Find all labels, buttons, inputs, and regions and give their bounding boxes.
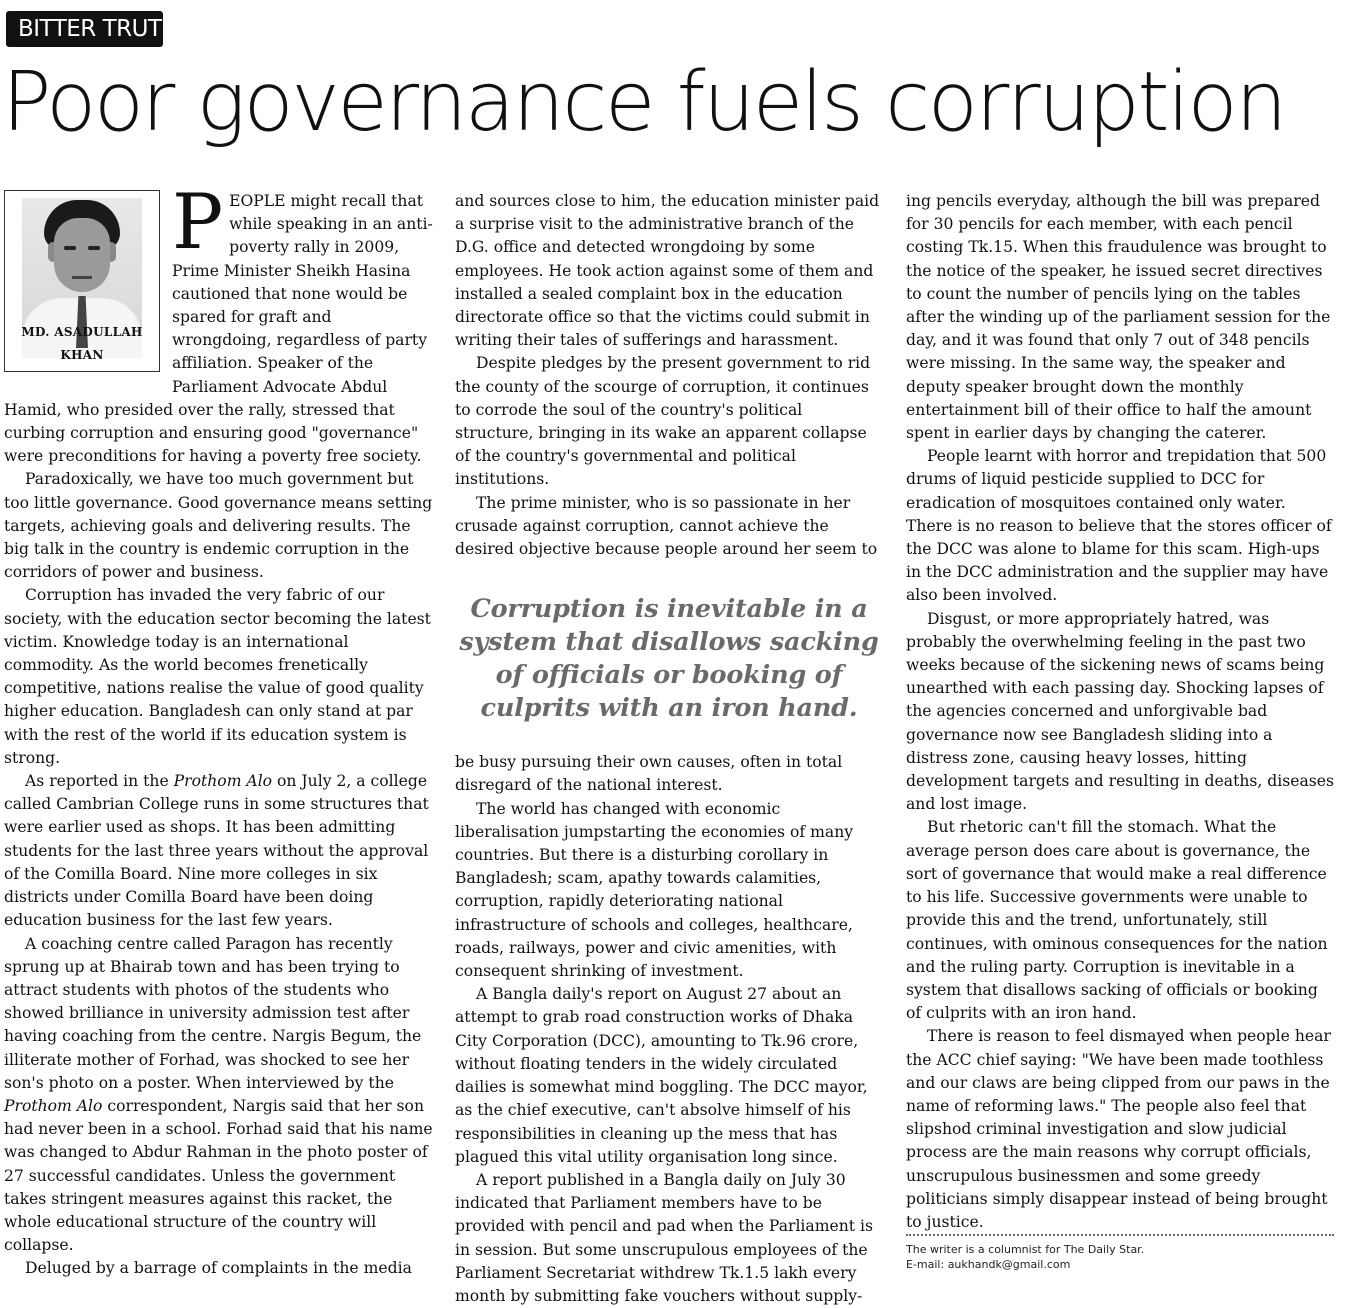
headline: Poor governance fuels corruption <box>2 55 1285 150</box>
paragraph: A coaching centre called Paragon has recently sprung up at Bhairab town and has been trying to attract students with photos of the students who showed brilliance in university admission test after having coaching from the centre. Nargis Begum, the illiterate mother of Forhad, was shocked to see her son's photo on a poster. When interviewed by the Prothom Alo correspondent, Nargis said that her son had never been in a school. Forhad said that his name was changed to Abdur Rahman in the photo poster of 27 successful candidates. Unless the government takes stringent measures against this racket, the whole educational structure of the country will collapse. <box>4 934 433 1255</box>
paragraph: As reported in the Prothom Alo on July 2, a college called Cambrian College runs in some structures that were earlier used as shops. It has been admitting students for the last three years without the approval of the Comilla Board. Nine more colleges in six districts under Comilla Board have been doing education business for the last few years. <box>4 772 429 930</box>
author-photo-box <box>4 190 160 372</box>
paragraph: A report published in a Bangla daily on July 30 indicated that Parliament members have to be provided with pencil and pad when the Parliament is in session. But some unscrupulous employees of the Parliament Secretariat withdrew Tk.1.5 lakh every month by submitting fake vouchers without supply- <box>455 1170 873 1305</box>
paragraph: But rhetoric can't fill the stomach. What the average person does care about is governance, the sort of governance that would make a real difference to his life. Successive governments were unable to provide this and the trend, unfortunately, still continues, with ominous consequences for the nation and the ruling party. Corruption is inevitable in a system that disallows sacking of officials or booking of culprits with an iron hand. <box>906 818 1328 1023</box>
article-column-2 <box>455 190 883 1305</box>
article-column-1 <box>4 177 434 1278</box>
footnote-divider <box>906 1234 1334 1236</box>
paragraph: The prime minister, who is so passionate in her crusade against corruption, cannot achieve the desired objective because people around her seem to <box>455 493 878 559</box>
publication-name: Prothom Alo <box>173 772 273 791</box>
drop-cap: P <box>172 177 224 266</box>
footnote-email: E-mail: aukhandk@gmail.com <box>906 1258 1071 1271</box>
paragraph: ing pencils everyday, although the bill was prepared for 30 pencils for each member, with each pencil costing Tk.15. When this fraudulence was brought to the notice of the speaker, he issued secret directives to count the number of pencils lying on the tables after the winding up of the parliament session for the day, and it was found that only 7 out of 348 pencils were missing. In the same way, the speaker and deputy speaker brought down the monthly entertainment bill of their office to half the amount spent in earlier days by changing the caterer. <box>906 192 1331 443</box>
paragraph: Deluged by a barrage of complaints in the media <box>25 1259 412 1278</box>
author-byline: MD. ASADULLAH KHAN <box>21 324 143 362</box>
article-column-3 <box>906 190 1336 1230</box>
publication-name: Prothom Alo <box>4 1096 103 1115</box>
paragraph: People learnt with horror and trepidation that 500 drums of liquid pesticide supplied to DCC for eradication of mosquitoes contained only water. There is no reason to believe that the stores officer of the DCC was alone to blame for this scam. High-ups in the DCC administration and the supplier may have also been involved. <box>906 447 1332 605</box>
author-footnote <box>906 1242 1336 1272</box>
paragraph: Despite pledges by the present government to rid the county of the scourge of corruption, it continues to corrode the soul of the country's political structure, bringing in its wake an apparent collapse of the country's governmental and political institutions. <box>455 354 871 489</box>
paragraph: Paradoxically, we have too much government but too little governance. Good governance means setting targets, achieving goals and delivering results. The big talk in the country is endemic corruption in the corridors of power and business. <box>4 470 433 582</box>
paragraph: The world has changed with economic liberalisation jumpstarting the economies of many countries. But there is a disturbing corollary in Bangladesh; scam, apathy towards calamities, corruption, rapidly deteriorating national infrastructure of schools and colleges, healthcare, roads, railways, power and civic amenities, with consequent shrinking of investment. <box>455 799 854 981</box>
paragraph: There is reason to feel dismayed when people hear the ACC chief saying: "We have been made toothless and our claws are being clipped from our paws in the name of reforming laws." The people also feel that slipshod criminal investigation and slow judicial process are the main reasons why corrupt officials, unscrupulous businessmen and some greedy politicians simply disappear instead of being brought to justice. <box>906 1027 1331 1231</box>
section-kicker: BITTER TRUTH <box>6 11 163 47</box>
paragraph: A Bangla daily's report on August 27 about an attempt to grab road construction works of Dhaka City Corporation (DCC), amounting to Tk.96 crore, without floating tenders in the widely circulated dailies is somewhat mind boggling. The DCC mayor, as the chief executive, can't absolve himself of his responsibilities in cleaning up the mess that has plagued this vital utility organisation long since. <box>455 985 868 1166</box>
paragraph-lead: PEOPLE might recall that while speaking in an anti-poverty rally in 2009, Prime Minister Sheikh Hasina cautioned that none would be spared for graft and wrongdoing, regardless of party affiliation. Speaker of the Parliament Advocate Abdul Hamid, who presided over the rally, stressed that curbing corruption and ensuring good "governance" were preconditions for having a poverty free society. <box>4 177 433 466</box>
footnote-bio: The writer is a columnist for The Daily Star. <box>906 1243 1145 1256</box>
paragraph: Disgust, or more appropriately hatred, was probably the overwhelming feeling in the past two weeks because of the sickening news of scams being unearthed with each passing day. Shocking lapses of the agencies concerned and unforgivable bad governance now see Bangladesh sliding into a distress zone, causing heavy losses, hitting development targets and resulting in deaths, diseases and lost image. <box>906 609 1335 814</box>
pull-quote: Corruption is inevitable in a system that disallows sacking of officials or booking of culprits with an iron hand. <box>459 594 879 724</box>
paragraph: and sources close to him, the education minister paid a surprise visit to the administrative branch of the D.G. office and detected wrongdoing by some employees. He took action against some of them and installed a sealed complaint box in the education directorate office so that the victims could submit in writing their tales of sufferings and harassment. <box>455 192 880 350</box>
paragraph: Corruption has invaded the very fabric of our society, with the education sector becoming the latest victim. Knowledge today is an international commodity. As the world becomes frenetically competitive, nations realise the value of good quality higher education. Bangladesh can only stand at par with the rest of the world if its education system is strong. <box>4 586 431 767</box>
paragraph: be busy pursuing their own causes, often in total disregard of the national interest. <box>455 753 843 795</box>
